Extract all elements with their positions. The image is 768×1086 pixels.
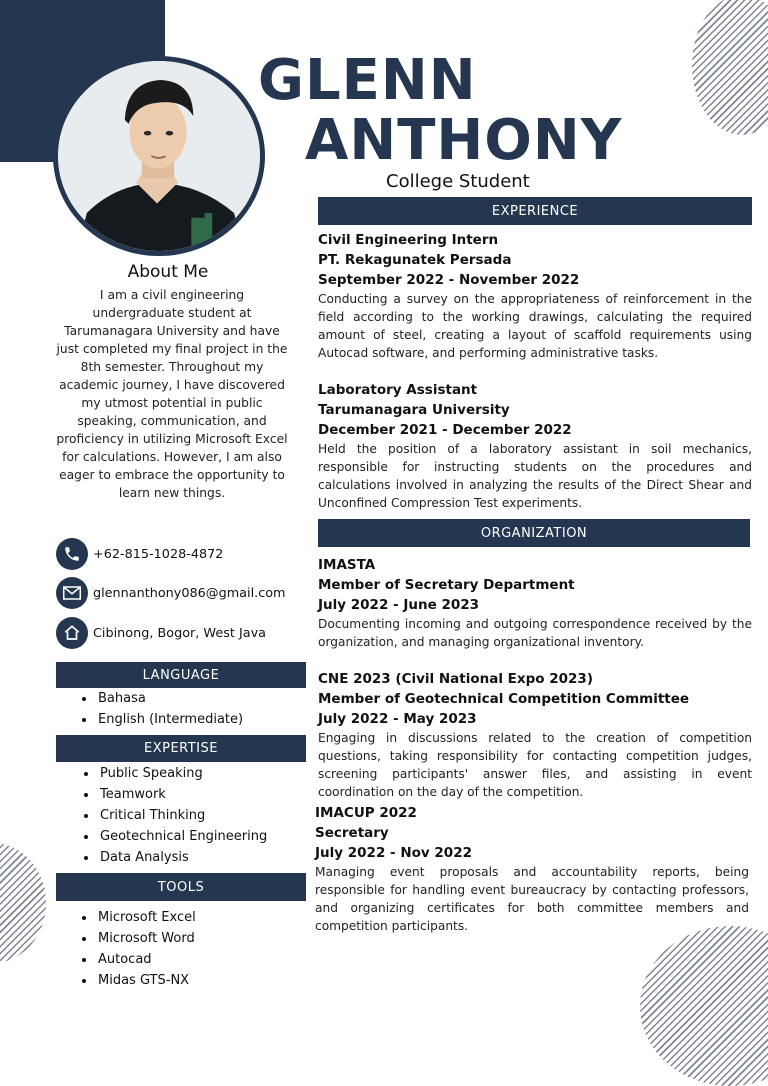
entry-title: IMASTA (318, 557, 376, 573)
list-item: • Microsoft Word (96, 928, 196, 949)
organization-entry (318, 555, 752, 651)
list-item: • Geotechnical Engineering (98, 826, 267, 847)
list-item: • Midas GTS-NX (96, 970, 196, 991)
entry-period: December 2021 - December 2022 (318, 422, 572, 438)
entry-org: Member of Secretary Department (318, 577, 575, 593)
contact-email (56, 577, 286, 609)
contact-address (56, 617, 266, 649)
tools-list (74, 907, 196, 991)
list-item: • Data Analysis (98, 847, 267, 868)
profile-photo-illustration (58, 61, 260, 251)
experience-heading: EXPERIENCE (318, 197, 752, 225)
entry-period: September 2022 - November 2022 (318, 272, 580, 288)
first-name: GLENN (258, 48, 477, 113)
entry-period: July 2022 - June 2023 (318, 597, 480, 613)
about-heading: About Me (127, 262, 209, 282)
entry-title: Laboratory Assistant (318, 382, 478, 398)
phone-number: +62-815-1028-4872 (93, 546, 224, 562)
entry-org: Tarumanagara University (318, 402, 510, 418)
entry-org: Member of Geotechnical Competition Committee (318, 691, 690, 707)
hatch-circle-top-right (692, 0, 768, 135)
entry-period: July 2022 - May 2023 (318, 711, 477, 727)
expertise-list (76, 763, 267, 868)
language-heading: LANGUAGE (56, 662, 306, 688)
job-role: College Student (386, 171, 530, 192)
list-item: • Microsoft Excel (96, 907, 196, 928)
hatch-circle-bottom-left (0, 843, 46, 963)
tools-heading: TOOLS (56, 873, 306, 901)
entry-org: PT. Rekagunatek Persada (318, 252, 512, 268)
entry-org: Secretary (315, 825, 389, 841)
entry-description: Engaging in discussions related to the creation of competition questions, taking responsibility for contacting competition judges, screening participants' answer files, and assisting in event coordination on the day of the competition. (318, 731, 752, 799)
phone-icon (56, 538, 88, 570)
list-item: • Teamwork (98, 784, 267, 805)
email-address: glennanthony086@gmail.com (93, 585, 286, 601)
experience-entry (318, 230, 752, 362)
list-item: • Public Speaking (98, 763, 267, 784)
contact-phone (56, 538, 223, 570)
entry-description: Conducting a survey on the appropriateness of reinforcement in the field according to the working drawings, calculating the required amount of steel, creating a layout of scaffold requirements using Autocad software, and performing administrative tasks. (318, 292, 752, 360)
about-text: I am a civil engineering undergraduate student at Tarumanagara University and have just completed my final project in the 8th semester. Throughout my academic journey, I have discovered my utmost potential in public speaking, communication, and proficiency in utilizing Microsoft Excel for calculations. However, I am also eager to embrace the opportunity to learn new things. (56, 288, 288, 500)
entry-title: IMACUP 2022 (315, 805, 417, 821)
entry-title: Civil Engineering Intern (318, 232, 499, 248)
home-address: Cibinong, Bogor, West Java (93, 625, 266, 641)
expertise-heading: EXPERTISE (56, 735, 306, 762)
organization-entry (315, 803, 749, 935)
entry-description: Held the position of a laboratory assistant in soil mechanics, responsible for instructing students on the procedures and calculations involved in analyzing the results of the Direct Shear and Unconfined Compression Test experiments. (318, 442, 752, 510)
list-item: • English (Intermediate) (96, 709, 243, 730)
organization-heading: ORGANIZATION (318, 519, 750, 547)
experience-entry (318, 380, 752, 512)
entry-description: Managing event proposals and accountability reports, being responsible for handling event bureaucracy by contacting professors, and organizing certificates for both committee members and competition participants. (315, 865, 749, 933)
email-icon (56, 577, 88, 609)
language-list (74, 688, 243, 730)
profile-photo (53, 56, 265, 256)
list-item: • Critical Thinking (98, 805, 267, 826)
entry-title: CNE 2023 (Civil National Expo 2023) (318, 671, 593, 687)
entry-description: Documenting incoming and outgoing correspondence received by the organization, and managing organizational inventory. (318, 617, 752, 649)
entry-period: July 2022 - Nov 2022 (315, 845, 472, 861)
last-name: ANTHONY (305, 108, 623, 173)
hatch-circle-bottom-right (640, 926, 768, 1086)
organization-entry (318, 669, 752, 801)
list-item: • Autocad (96, 949, 196, 970)
list-item: • Bahasa (96, 688, 243, 709)
home-icon (56, 617, 88, 649)
